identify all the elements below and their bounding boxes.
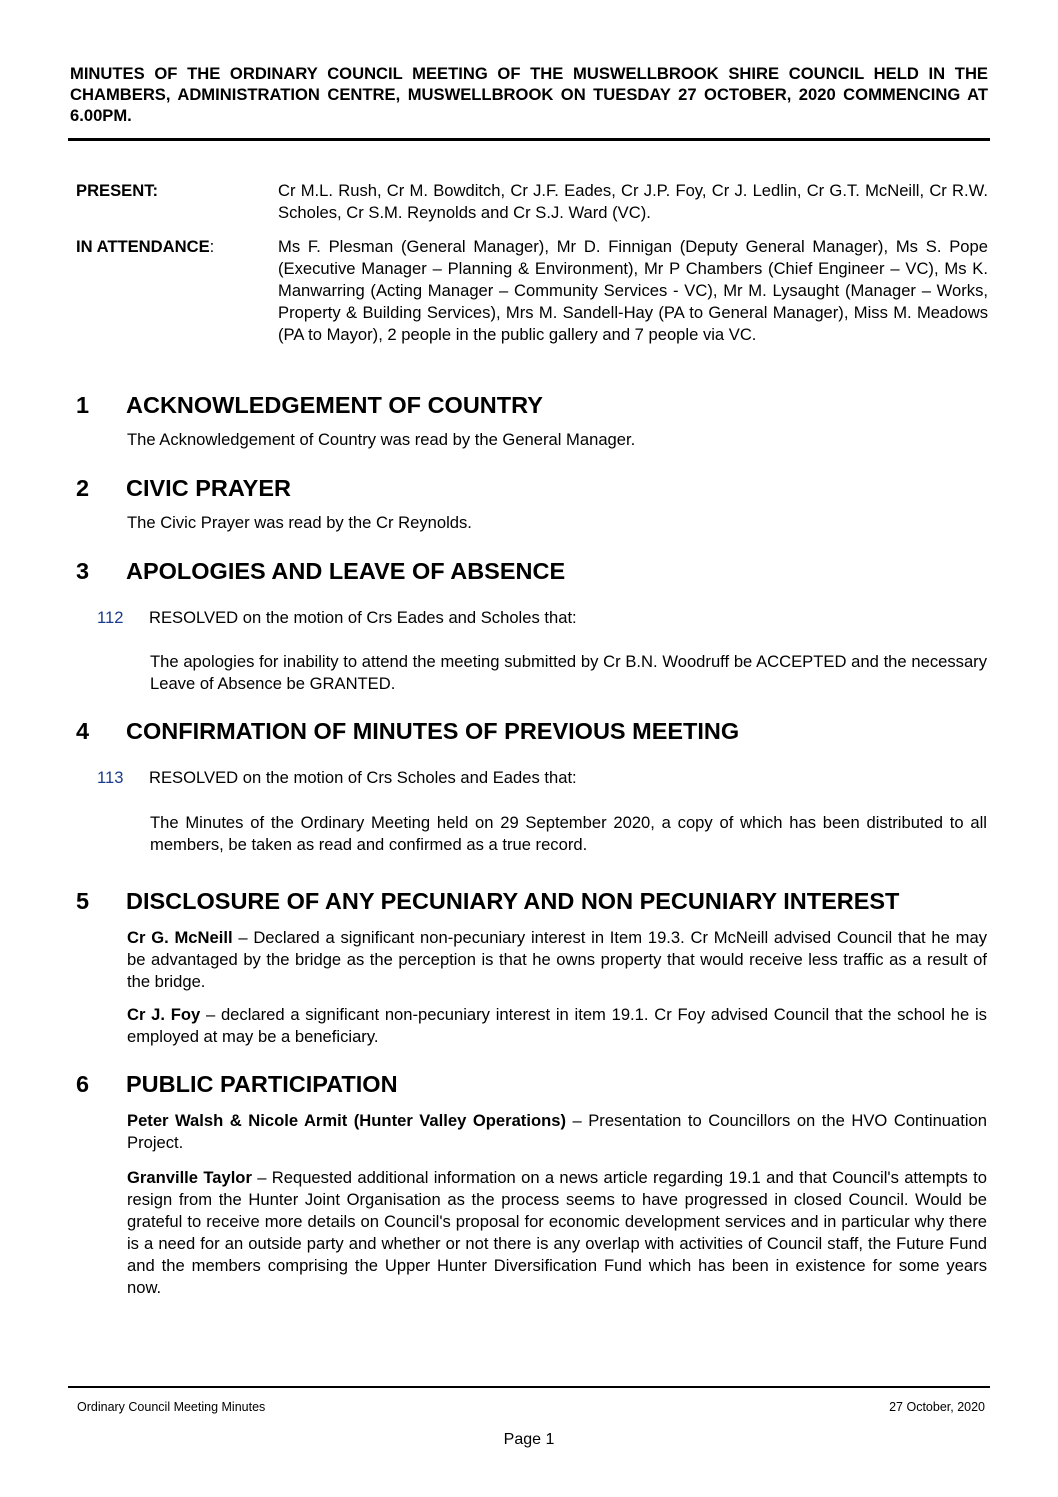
resolution-number: 113 bbox=[97, 768, 124, 787]
resolution-detail-112: The apologies for inability to attend the meeting submitted by Cr B.N. Woodruff be ACCEPTED and the necessary Leave of Absence be GRANTED. bbox=[150, 652, 987, 693]
section-heading-4 bbox=[76, 717, 739, 745]
section-title: CONFIRMATION OF MINUTES OF PREVIOUS MEETING bbox=[126, 718, 740, 744]
resolution-113 bbox=[97, 767, 577, 789]
footer-document-name: Ordinary Council Meeting Minutes bbox=[77, 1400, 266, 1414]
section-number: 2 bbox=[76, 475, 90, 501]
declaration-text: – Declared a significant non-pecuniary interest in Item 19.3. Cr McNeill advised Council that he may be advantaged by the bridge as the perception is that he owns property that would receive less traffic as a result of the bridge. bbox=[127, 928, 987, 991]
section-number: 1 bbox=[76, 392, 90, 418]
section-title: APOLOGIES AND LEAVE OF ABSENCE bbox=[126, 558, 566, 584]
resolution-112 bbox=[97, 607, 577, 629]
section-title: ACKNOWLEDGEMENT OF COUNTRY bbox=[126, 392, 543, 418]
speaker-name: Granville Taylor bbox=[127, 1168, 252, 1187]
attendance-label bbox=[76, 236, 214, 258]
section-heading-5 bbox=[76, 887, 899, 915]
section-number: 5 bbox=[76, 888, 90, 914]
section-number: 3 bbox=[76, 558, 90, 584]
title-divider bbox=[68, 138, 990, 141]
section-text-1: The Acknowledgement of Country was read by the General Manager. bbox=[127, 430, 636, 449]
declarant-name: Cr G. McNeill bbox=[127, 928, 233, 947]
interest-item-foy bbox=[127, 1004, 987, 1048]
resolution-text: RESOLVED on the motion of Crs Scholes and Eades that: bbox=[149, 768, 577, 787]
present-block bbox=[76, 180, 988, 224]
attendance-block bbox=[76, 236, 988, 346]
participation-text: – Requested additional information on a news article regarding 19.1 and that Council's attempts to resign from the Hunter Joint Organisation as the process seems to have progressed in closed Council. Would be grateful to receive more details on Council's proposal for economic development services and in particular why there is a need for an outside party and whether or not there is any overlap with activities of Council staff, the Future Fund and the members comprising the Upper Hunter Diversification Fund which has been in existence for some years now. bbox=[127, 1168, 987, 1297]
section-heading-1 bbox=[76, 391, 543, 419]
attendance-text: Ms F. Plesman (General Manager), Mr D. Finnigan (Deputy General Manager), Ms S. Pope (Executive Manager – Planning & Environment), Mr P Chambers (Chief Engineer – VC), Ms K. Manwarring (Acting Manager – Community Services - VC), Mr M. Lysaught (Manager – Works, Property & Building Services), Mrs M. Sandell-Hay (PA to General Manager), Miss M. Meadows (PA to Mayor), 2 people in the public gallery and 7 people via VC. bbox=[278, 237, 988, 344]
present-text: Cr M.L. Rush, Cr M. Bowditch, Cr J.F. Eades, Cr J.P. Foy, Cr J. Ledlin, Cr G.T. McNeill, Cr R.W. Scholes, Cr S.M. Reynolds and Cr S.J. Ward (VC). bbox=[278, 181, 988, 222]
section-title: PUBLIC PARTICIPATION bbox=[126, 1071, 398, 1097]
resolution-number: 112 bbox=[97, 608, 124, 627]
section-heading-2 bbox=[76, 474, 291, 502]
participation-item-taylor bbox=[127, 1167, 987, 1299]
participation-text: – Presentation to Councillors on the HVO Continuation Project. bbox=[127, 1111, 988, 1152]
footer-divider bbox=[68, 1386, 990, 1388]
section-text-2: The Civic Prayer was read by the Cr Reynolds. bbox=[127, 513, 472, 532]
section-title: DISCLOSURE OF ANY PECUNIARY AND NON PECUNIARY INTEREST bbox=[126, 888, 900, 914]
resolution-text: RESOLVED on the motion of Crs Eades and Scholes that: bbox=[149, 608, 577, 627]
declaration-text: – declared a significant non-pecuniary interest in item 19.1. Cr Foy advised Council that the school he is employed at may be a beneficiary. bbox=[127, 1005, 987, 1046]
attendance-label-colon: : bbox=[209, 237, 215, 256]
section-title: CIVIC PRAYER bbox=[126, 475, 291, 501]
document-title: MINUTES OF THE ORDINARY COUNCIL MEETING OF THE MUSWELLBROOK SHIRE COUNCIL HELD IN THE CHAMBERS, ADMINISTRATION CENTRE, MUSWELLBROOK ON TUESDAY 27 OCTOBER, 2020 COMMENCING AT 6.00PM. bbox=[70, 64, 988, 125]
footer-date: 27 October, 2020 bbox=[889, 1400, 985, 1414]
resolution-detail-113: The Minutes of the Ordinary Meeting held on 29 September 2020, a copy of which has been distributed to all members, be taken as read and confirmed as a true record. bbox=[150, 813, 987, 854]
speaker-name: Peter Walsh & Nicole Armit (Hunter Valley Operations) bbox=[127, 1111, 566, 1130]
page-number: Page 1 bbox=[503, 1431, 555, 1448]
section-number: 6 bbox=[76, 1071, 90, 1097]
present-label: PRESENT: bbox=[76, 181, 159, 200]
declarant-name: Cr J. Foy bbox=[127, 1005, 201, 1024]
section-heading-3 bbox=[76, 557, 565, 585]
interest-item-mcneill bbox=[127, 927, 987, 993]
participation-item-walsh-armit bbox=[127, 1110, 987, 1154]
section-heading-6 bbox=[76, 1070, 398, 1098]
attendance-label-text: IN ATTENDANCE bbox=[76, 237, 210, 256]
section-number: 4 bbox=[76, 718, 90, 744]
